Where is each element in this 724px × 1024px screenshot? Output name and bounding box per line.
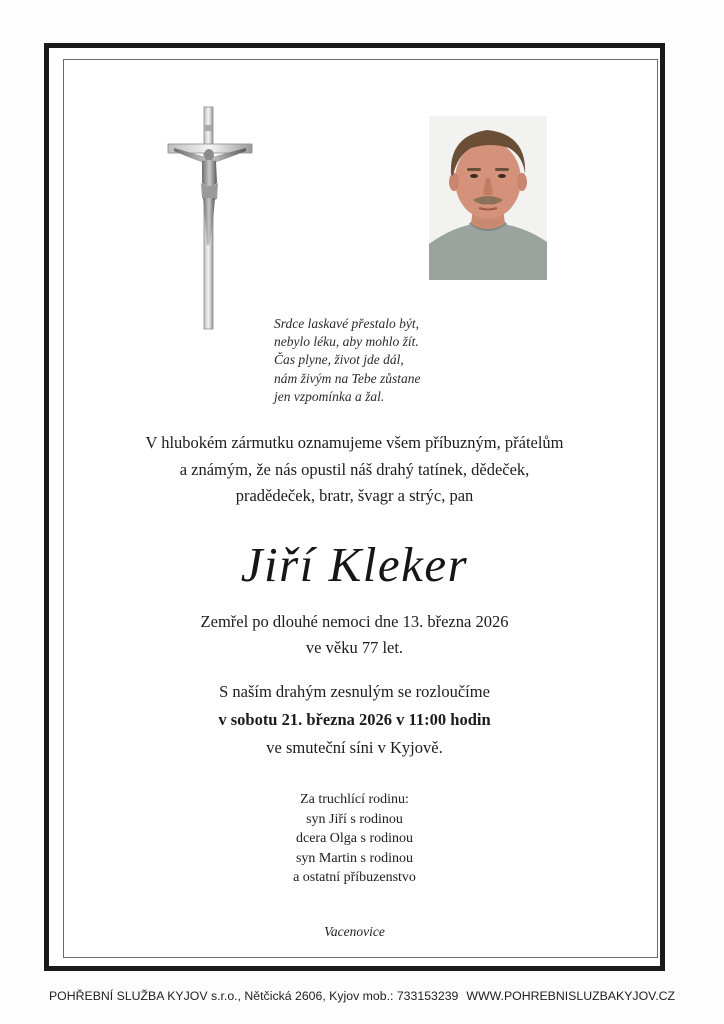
poem-line: Čas plyne, život jde dál, <box>274 352 404 368</box>
place-name: Vacenovice <box>324 924 385 939</box>
portrait-photo <box>429 116 547 280</box>
footer-bar <box>0 989 724 1003</box>
poem-verse <box>274 315 534 406</box>
mourner-entry: a ostatní příbuzenstvo <box>293 870 416 885</box>
farewell-intro: S naším drahým zesnulým se rozloučíme <box>219 682 490 701</box>
poem-line: Srdce laskavé přestalo být, <box>274 316 419 331</box>
mourner-entry: syn Jiří s rodinou <box>306 811 403 827</box>
footer-website: WWW.POHREBNISLUZBAKYJOV.CZ <box>466 989 676 1003</box>
death-date-line: Zemřel po dlouhé nemoci dne 13. března 2026 <box>200 612 509 631</box>
mourners-list <box>44 790 665 888</box>
deceased-name: Jiří Kleker <box>240 537 469 592</box>
farewell-venue: ve smuteční síni v Kyjově. <box>266 738 443 757</box>
announcement-line: a známým, že nás opustil náš drahý tatínek, dědeček, <box>179 459 530 479</box>
farewell-info <box>44 678 665 762</box>
announcement-line: pradědeček, bratr, švagr a strýc, pan <box>235 486 474 505</box>
age-line: ve věku 77 let. <box>305 638 404 657</box>
farewell-datetime: v sobotu 21. března 2026 v 11:00 hodin <box>218 710 491 729</box>
crucifix-icon <box>162 103 258 335</box>
death-info <box>44 609 665 661</box>
announcement-text <box>44 430 665 510</box>
poem-line: nám živým na Tebe zůstane <box>274 370 421 386</box>
mourner-entry: dcera Olga s rodinou <box>295 831 414 846</box>
footer-company: POHŘEBNÍ SLUŽBA KYJOV s.r.o., Nětčická 2606, Kyjov mob.: 733153239 <box>48 989 459 1003</box>
mourner-entry: syn Martin s rodinou <box>295 850 414 866</box>
poem-line: jen vzpomínka a žal. <box>274 388 385 404</box>
mourners-heading: Za truchlící rodinu: <box>300 792 409 807</box>
announcement-line: V hlubokém zármutku oznamujeme všem příbuzným, přátelům <box>145 433 564 452</box>
poem-line: nebylo léku, aby mohlo žít. <box>274 334 419 350</box>
